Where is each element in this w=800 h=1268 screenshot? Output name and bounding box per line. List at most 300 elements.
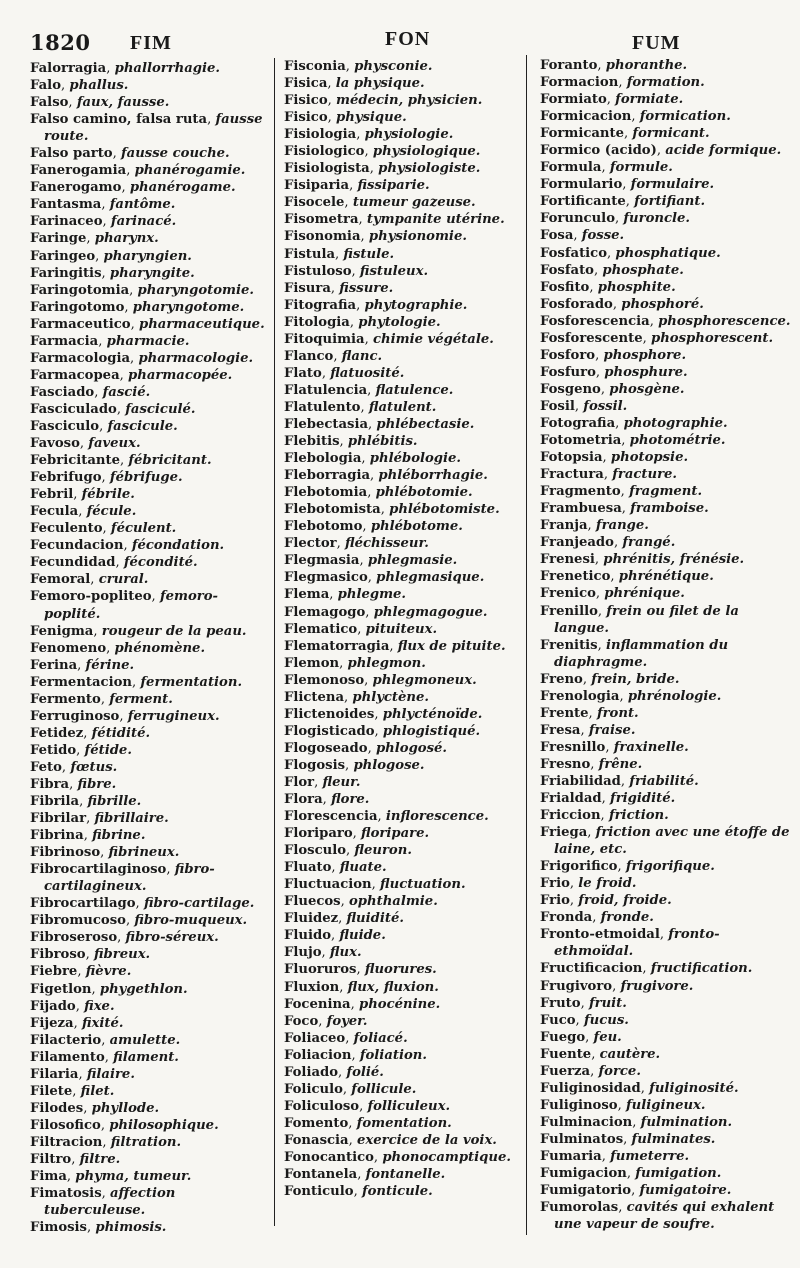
dictionary-entry: Fomento, fomentation. [284,1115,452,1131]
entry-headword: Flematorragia [284,638,390,654]
column-divider [274,58,275,1226]
entry-headword: Forunculo [540,211,615,227]
dictionary-entry: Flector, fléchisseur. [284,536,429,552]
entry-headword: Fisiologico [284,144,365,160]
entry-translation: fibro-cartilagineux. [44,862,215,895]
entry-translation: fibrille. [87,794,142,810]
dictionary-entry: Faringotomia, pharyngotomie. [30,282,254,298]
entry-headword: Faringe [30,231,87,247]
entry-headword: Fiebre [30,964,78,980]
dictionary-entry: Fisometra, tympanite utérine. [284,212,505,228]
entry-translation: phyllode. [91,1100,160,1116]
entry-headword: Fumaria [540,1149,602,1164]
dictionary-entry: Fenomeno, phénomène. [30,640,206,656]
entry-headword: Fibroseroso [30,930,118,946]
entry-translation: ferrugineux. [127,708,220,724]
entry-translation: fuliginosité. [649,1080,739,1096]
dictionary-entry: Fecundacion, fécondation. [30,538,225,554]
entry-headword: Friccion [540,808,601,824]
entry-translation: exercice de la voix. [356,1132,497,1148]
dictionary-entry: Farinaceo, farinacé. [30,214,177,230]
entry-headword: Fetidez [30,725,84,741]
entry-headword: Fermentacion [30,674,132,690]
entry-translation: fleuron. [354,843,412,859]
entry-headword: Fosfito [540,279,590,295]
entry-translation: pharmaceutique. [138,316,265,332]
entry-translation: fétide. [84,742,132,758]
entry-headword: Frente [540,705,589,721]
dictionary-entry: Fortificante, fortifiant. [540,194,706,210]
entry-headword: Fibra [30,776,70,792]
dictionary-entry: Frente, front. [540,705,639,721]
entry-headword: Filosofico [30,1117,101,1133]
entry-headword: Flujo [284,945,322,961]
dictionary-entry: Frio, le froid. [540,876,637,892]
dictionary-entry: Fistula, fistule. [284,246,395,262]
entry-headword: Franja [540,518,588,534]
entry-translation: fétidité. [91,725,151,741]
dictionary-entry: Faringe, pharynx. [30,231,159,247]
dictionary-entry: Farmaceutico, pharmaceutique. [30,316,265,332]
entry-headword: Ferruginoso [30,708,120,724]
entry-translation: fructification. [650,961,753,977]
dictionary-entry: Flato, flatuosité. [284,365,405,381]
entry-translation: tumeur gazeuse. [352,195,476,211]
entry-headword: Fluido [284,928,331,944]
dictionary-entry: Frugivoro, frugivore. [540,978,694,994]
entry-translation: pharynx. [94,231,159,247]
entry-translation: fibreux. [93,947,151,963]
dictionary-entry: Fumaria, fumeterre. [540,1149,690,1164]
entry-headword: Ferina [30,657,78,673]
entry-translation: feu. [593,1029,622,1045]
dictionary-entry: Fitografia, phytographie. [284,297,468,313]
dictionary-entry: Femoro-popliteo, femoro-poplité. [30,589,218,622]
entry-headword: Faringotomo [30,299,125,315]
dictionary-entry: Faringitis, pharyngite. [30,265,195,281]
dictionary-entry: Fulminatos, fulminates. [540,1131,716,1147]
dictionary-entry: Filodes, phyllode. [30,1100,160,1116]
dictionary-entry: Floriparo, floripare. [284,826,430,842]
entry-translation: flux de pituite. [397,638,506,654]
left-header-word: FIM [130,32,172,54]
dictionary-entry: Fantasma, fantôme. [30,197,176,213]
dictionary-entry: Fumorolas, cavités qui exhalent une vapeur de soufre. [540,1200,775,1233]
entry-headword: Foliaceo [284,1030,346,1046]
entry-headword: Formula [540,160,602,176]
dictionary-entry: Fractura, fracture. [540,467,678,483]
dictionary-entry: Foranto, phoranthe. [540,58,688,73]
entry-headword: Fonascia [284,1132,349,1148]
dictionary-entry: Fotometria, photométrie. [540,433,726,449]
entry-translation: pharmacie. [106,333,190,349]
entry-translation: farinacé. [110,214,177,230]
dictionary-entry: Frambuesa, framboise. [540,501,709,517]
entry-headword: Flogisticado [284,723,375,739]
entry-translation: fièvre. [85,964,132,980]
entry-translation: phanérogame. [129,180,236,196]
entry-headword: Fibrilar [30,811,87,827]
entry-headword: Fosa [540,228,574,244]
entry-translation: fruit. [588,995,627,1011]
entry-translation: pharmacopée. [128,367,233,383]
entry-translation: fronde. [600,910,654,926]
dictionary-entry: Fermentacion, fermentation. [30,674,243,690]
entry-headword: Fimatosis [30,1186,102,1202]
entry-headword: Fecundidad [30,555,116,571]
dictionary-entry: Flema, phlegme. [284,587,407,603]
entry-headword: Frenetico [540,569,611,585]
entry-translation: physiologiste. [378,161,481,177]
dictionary-entry: Friabilidad, friabilité. [540,773,699,789]
dictionary-entry: Foliacion, foliation. [284,1047,427,1063]
dictionary-entry: Fisico, médecin, physicien. [284,93,483,109]
entry-translation: pharyngien. [103,248,192,264]
entry-translation: folliculeux. [367,1098,451,1114]
entry-translation: pharyngotomie. [137,282,254,298]
dictionary-entry: Frenetico, phrénétique. [540,569,714,585]
entry-headword: Fonocantico [284,1150,374,1165]
entry-headword: Fima [30,1169,67,1185]
entry-translation: flatuosité. [330,365,405,381]
entry-headword: Fruto [540,995,581,1011]
entry-headword: Frambuesa [540,501,622,517]
dictionary-entry: Filamento, filament. [30,1049,179,1065]
entry-translation: force. [598,1063,641,1079]
dictionary-entry: Filtro, filtre. [30,1152,121,1167]
entry-translation: fibro-muqueux. [134,913,248,929]
entry-translation: frange. [595,518,649,534]
entry-translation: phlébotomiste. [389,502,500,518]
dictionary-entry: Fresno, frêne. [540,756,643,772]
entry-translation: frêne. [598,756,643,772]
entry-headword: Floriparo [284,826,353,842]
entry-translation: phoranthe. [605,58,688,73]
entry-headword: Fotopsia [540,450,603,466]
entry-headword: Feculento [30,521,103,537]
dictionary-entry: Fanerogamia, phanérogamie. [30,163,246,179]
dictionary-entry: Fragmento, fragment. [540,484,703,500]
entry-headword: Formacion [540,75,619,91]
entry-headword: Fibrocartilago [30,896,136,912]
entry-headword: Frenesi [540,552,595,568]
entry-translation: formulaire. [630,177,715,193]
entry-headword: Farmacologia [30,350,131,366]
entry-headword: Fleborragia [284,468,370,484]
dictionary-entry: Fosfatico, phosphatique. [540,245,721,261]
entry-translation: phytographie. [364,297,468,313]
dictionary-entry: Fisiparia, fissiparie. [284,178,430,194]
entry-headword: Focenina [284,996,351,1012]
entry-headword: Falso parto [30,146,113,162]
entry-headword: Flegmasico [284,570,368,586]
dictionary-entry: Fenigma, rougeur de la peau. [30,623,247,639]
dictionary-entry: Fresa, fraise. [540,722,636,738]
entry-translation: formation. [626,75,705,91]
entry-headword: Filodes [30,1100,84,1116]
entry-translation: pharyngotome. [132,299,245,315]
dictionary-entry: Fosforescencia, phosphorescence. [540,313,791,329]
dictionary-entry: Flogosis, phlogose. [284,757,425,773]
dictionary-entry: Fibroso, fibreux. [30,947,151,963]
dictionary-entry: Fisonomia, physionomie. [284,229,467,245]
dictionary-entry: Farmacia, pharmacie. [30,333,190,349]
dictionary-entry: Ferina, férine. [30,657,135,673]
dictionary-entry: Faringeo, pharyngien. [30,248,192,264]
entry-headword: Flemagogo [284,604,366,620]
entry-headword: Favoso [30,436,80,452]
entry-headword: Flebotomista [284,502,381,518]
entry-translation: filtre. [79,1152,121,1167]
entry-translation: phosphoré. [621,296,704,312]
entry-translation: phonocamptique. [382,1150,511,1165]
entry-translation: tympanite utérine. [366,212,505,228]
entry-translation: fuligineux. [625,1097,706,1113]
entry-headword: Fisiologista [284,161,370,177]
entry-headword: Fluecos [284,894,341,910]
entry-translation: phytologie. [358,314,441,330]
dictionary-entry: Fibrina, fibrine. [30,828,146,844]
column-divider [526,55,527,1235]
entry-translation: fluide. [339,928,386,944]
entry-headword: Flora [284,792,323,808]
dictionary-entry: Fosgeno, phosgène. [540,381,685,397]
dictionary-entry: Fotografia, photographie. [540,415,728,431]
entry-headword: Fomento [284,1115,349,1131]
entry-translation: fixe. [84,998,115,1014]
entry-translation: photométrie. [629,433,726,449]
entry-translation: faveux. [88,436,141,452]
dictionary-entry: Fitoquimia, chimie végétale. [284,331,494,347]
entry-translation: phyma, tumeur. [75,1169,192,1185]
dictionary-entry: Fermento, ferment. [30,691,173,707]
dictionary-entry: Fosforescente, phosphorescent. [540,330,774,346]
dictionary-entry: Foliculoso, folliculeux. [284,1098,451,1114]
entry-translation: friction avec une étoffe de laine, etc. [554,825,790,858]
entry-translation: foliacé. [353,1030,408,1046]
entry-headword: Fanerogamia [30,163,127,179]
entry-headword: Fosforado [540,296,613,312]
entry-headword: Flatulento [284,399,361,415]
entry-translation: phléborrhagie. [378,468,488,484]
entry-headword: Frenico [540,586,596,602]
dictionary-entry: Foco, foyer. [284,1013,368,1029]
entry-headword: Farmaceutico [30,316,131,332]
dictionary-entry: Flebotomo, phlébotome. [284,519,463,535]
entry-translation: fissiparie. [357,178,430,194]
entry-translation: phlébitis. [347,434,418,450]
dictionary-entry: Frialdad, frigidité. [540,791,676,807]
dictionary-entry: Fluido, fluide. [284,928,386,944]
entry-translation: phlébotomie. [375,485,473,501]
entry-translation: floripare. [361,826,430,842]
dictionary-entry: Fosforo, phosphore. [540,347,687,363]
dictionary-entry: Fronda, fronde. [540,910,654,926]
entry-translation: fracture. [612,467,678,483]
entry-headword: Foco [284,1013,319,1029]
entry-translation: framboise. [630,501,709,517]
page-number: 1820 [30,30,91,55]
entry-translation: phanérogamie. [134,163,246,179]
entry-headword: Flebitis [284,434,340,450]
entry-headword: Frenitis [540,637,598,653]
entry-translation: fortifiant. [634,194,706,210]
entry-translation: fascié. [102,384,151,400]
dictionary-entry: Flogoseado, phlogosé. [284,740,447,756]
entry-headword: Fisica [284,76,328,92]
dictionary-entry: Falorragia, phallorrhagie. [30,61,221,76]
entry-headword: Fisura [284,280,331,296]
dictionary-entry: Foliculo, follicule. [284,1081,417,1097]
entry-headword: Fisiparia [284,178,350,194]
entry-translation: filtration. [110,1134,182,1150]
entry-translation: fibrineux. [108,845,180,861]
entry-headword: Fisico [284,93,328,109]
entry-translation: fausse route. [44,112,263,145]
entry-translation: phlogistiqué. [382,723,481,739]
entry-translation: phlébologie. [369,451,462,467]
entry-headword: Fuente [540,1046,592,1062]
entry-translation: filaire. [86,1066,135,1082]
entry-headword: Filtracion [30,1134,103,1150]
entry-headword: Foranto [540,58,598,73]
entry-translation: physconie. [354,59,433,74]
entry-headword: Flor [284,774,315,790]
entry-headword: Fimosis [30,1220,87,1236]
dictionary-entry: Fibra, fibre. [30,776,117,792]
dictionary-entry: Freno, frein, bride. [540,671,680,687]
entry-headword: Fosforescente [540,330,643,346]
dictionary-entry: Fisocele, tumeur gazeuse. [284,195,476,211]
dictionary-entry: Flematorragia, flux de pituite. [284,638,506,654]
entry-translation: crural. [98,572,149,588]
entry-headword: Faringeo [30,248,96,264]
dictionary-entry: Flegmasia, phlegmasie. [284,553,458,569]
dictionary-entry: Flemagogo, phlegmagogue. [284,604,488,620]
entry-translation: phlegmasique. [376,570,485,586]
entry-translation: phallus. [69,78,129,94]
entry-headword: Fuego [540,1029,586,1045]
entry-headword: Femoro-popliteo [30,589,152,605]
entry-headword: Fijado [30,998,76,1014]
entry-translation: fleur. [322,774,361,790]
dictionary-entry: Friccion, friction. [540,808,669,824]
entry-headword: Fulminatos [540,1131,624,1147]
entry-headword: Fluidez [284,911,339,927]
entry-headword: Falso camino, falsa ruta [30,112,208,128]
dictionary-entry: Fisiologista, physiologiste. [284,161,481,177]
entry-translation: ferment. [109,691,173,707]
entry-translation: photopsie. [610,450,689,466]
dictionary-entry: Focenina, phocénine. [284,996,441,1012]
entry-headword: Fragmento [540,484,621,500]
entry-headword: Fetido [30,742,77,758]
entry-headword: Fenigma [30,623,94,639]
entry-translation: ophthalmie. [349,894,438,910]
entry-translation: phlébectasie. [376,416,475,432]
dictionary-entry: Fisiologia, physiologie. [284,127,454,143]
entry-translation: fébrifuge. [109,470,183,486]
entry-headword: Fibromucoso [30,913,126,929]
entry-translation: inflorescence. [385,809,489,825]
dictionary-entry: Farmacopea, pharmacopée. [30,367,233,383]
entry-headword: Flebectasia [284,416,369,432]
dictionary-entry: Friega, friction avec une étoffe de laine, etc. [540,825,790,858]
entry-translation: flatulence. [375,382,454,398]
entry-headword: Frenillo [540,603,598,619]
entry-headword: Formico (acido) [540,143,657,159]
entry-translation: cautère. [599,1046,661,1062]
entry-translation: phlogose. [353,757,425,773]
entry-headword: Frio [540,876,570,892]
dictionary-entry: Fiebre, fièvre. [30,964,132,980]
entry-translation: flux. [329,945,362,961]
entry-translation: fistule. [343,246,395,262]
entry-translation: faux, fausse. [76,95,170,111]
entry-translation: fragment. [629,484,703,500]
entry-translation: foyer. [326,1013,368,1029]
entry-headword: Fosgeno [540,381,601,397]
entry-headword: Foliado [284,1064,339,1080]
dictionary-entry: Filete, filet. [30,1083,115,1099]
dictionary-entry: Fonocantico, phonocamptique. [284,1150,511,1165]
entry-translation: fermentation. [140,674,243,690]
entry-headword: Fibroso [30,947,86,963]
dictionary-entry: Flebologia, phlébologie. [284,451,462,467]
dictionary-entry: Flemon, phlegmon. [284,655,426,671]
dictionary-entry: Flora, flore. [284,792,370,808]
center-header-word: FON [385,28,431,50]
dictionary-entry: Fima, phyma, tumeur. [30,1169,192,1185]
entry-translation: fucus. [583,1012,629,1028]
entry-translation: fraise. [588,722,636,738]
dictionary-entry: Filosofico, philosophique. [30,1117,219,1133]
entry-translation: formiate. [615,92,684,108]
dictionary-entry: Fibrila, fibrille. [30,794,142,810]
entry-translation: phlébotome. [370,519,463,535]
dictionary-entry: Fuco, fucus. [540,1012,629,1028]
entry-translation: affection tuberculeuse. [44,1186,176,1219]
dictionary-entry: Falo, phallus. [30,78,129,94]
entry-headword: Friabilidad [540,773,621,789]
dictionary-entry: Flebotomista, phlébotomiste. [284,502,500,518]
entry-translation: follicule. [351,1081,417,1097]
entry-translation: phosphorescent. [650,330,774,346]
dictionary-entry: Feculento, féculent. [30,521,177,537]
dictionary-entry: Fresnillo, fraxinelle. [540,739,689,755]
dictionary-entry: Fuerza, force. [540,1063,641,1079]
dictionary-entry: Fruto, fruit. [540,995,627,1011]
entry-translation: flux, fluxion. [347,979,439,995]
dictionary-entry: Fluato, fluate. [284,860,387,876]
entry-translation: phygethlon. [99,981,188,997]
entry-headword: Fibrinoso [30,845,101,861]
entry-headword: Flosculo [284,843,347,859]
entry-headword: Foliculo [284,1081,343,1097]
entry-translation: philosophique. [109,1117,219,1133]
dictionary-entry: Fluidez, fluidité. [284,911,404,927]
entry-headword: Flemon [284,655,340,671]
entry-translation: phosphore. [603,347,687,363]
entry-translation: flatulent. [368,399,437,415]
entry-headword: Fasciado [30,384,95,400]
dictionary-entry: Fetido, fétide. [30,742,132,758]
entry-headword: Flector [284,536,337,552]
entry-translation: phosgène. [609,381,685,397]
dictionary-entry: Fotopsia, photopsie. [540,450,689,466]
entry-translation: fécule. [86,504,137,520]
dictionary-entry: Flosculo, fleuron. [284,843,412,859]
